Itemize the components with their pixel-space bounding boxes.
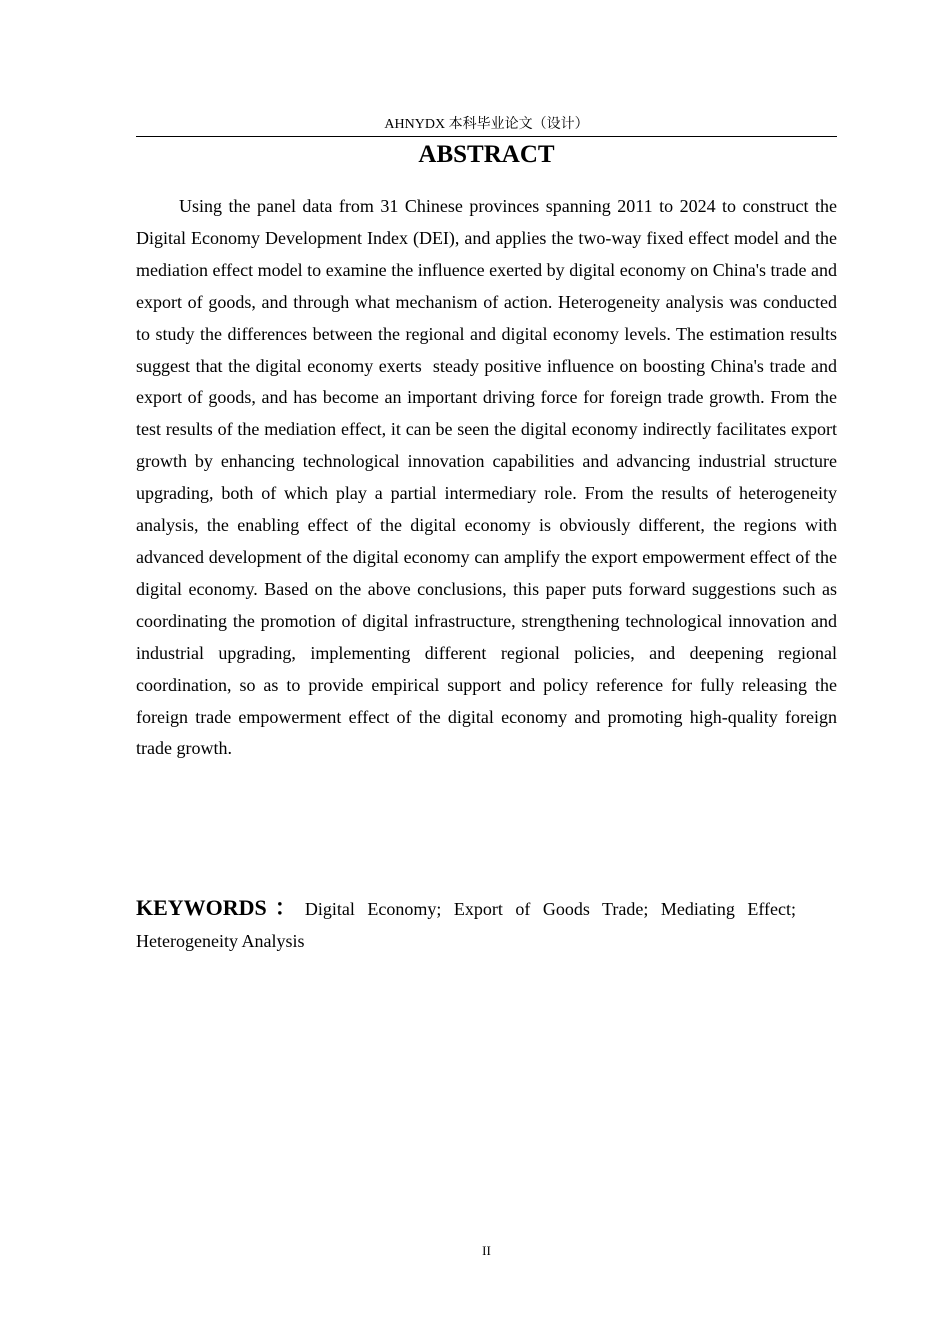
keywords-section — [136, 892, 796, 957]
keywords-text: Digital Economy; Export of Goods Trade; Mediating Effect; Heterogeneity Analysis — [136, 899, 796, 951]
abstract-body: Using the panel data from 31 Chinese provinces spanning 2011 to 2024 to construct the Digital Economy Development Index (DEI), and applies the two-way fixed effect model and the mediation effect model to examine the influence exerted by digital economy on China's trade and export of goods, and through what mechanism of action. Heterogeneity analysis was conducted to study the differences between the regional and digital economy levels. The estimation results suggest that the digital economy exerts steady positive influence on boosting China's trade and export of goods, and has become an important driving force for foreign trade growth. From the test results of the mediation effect, it can be seen the digital economy indirectly facilitates export growth by enhancing technological innovation capabilities and advancing industrial structure upgrading, both of which play a partial intermediary role. From the results of heterogeneity analysis, the enabling effect of the digital economy is obviously different, the regions with advanced development of the digital economy can amplify the export empowerment effect of the digital economy. Based on the above conclusions, this paper puts forward suggestions such as coordinating the promotion of digital infrastructure, strengthening technological innovation and industrial upgrading, implementing different regional policies, and deepening regional coordination, so as to provide empirical support and policy reference for fully releasing the foreign trade empowerment effect of the digital economy and promoting high-quality foreign trade growth. — [136, 196, 842, 759]
page-number: II — [482, 1243, 491, 1258]
header-divider — [136, 136, 837, 137]
abstract-title: ABSTRACT — [418, 141, 555, 168]
keywords-label: KEYWORDS： — [136, 895, 305, 920]
page-header: AHNYDX 本科毕业论文（设计） — [384, 117, 589, 132]
